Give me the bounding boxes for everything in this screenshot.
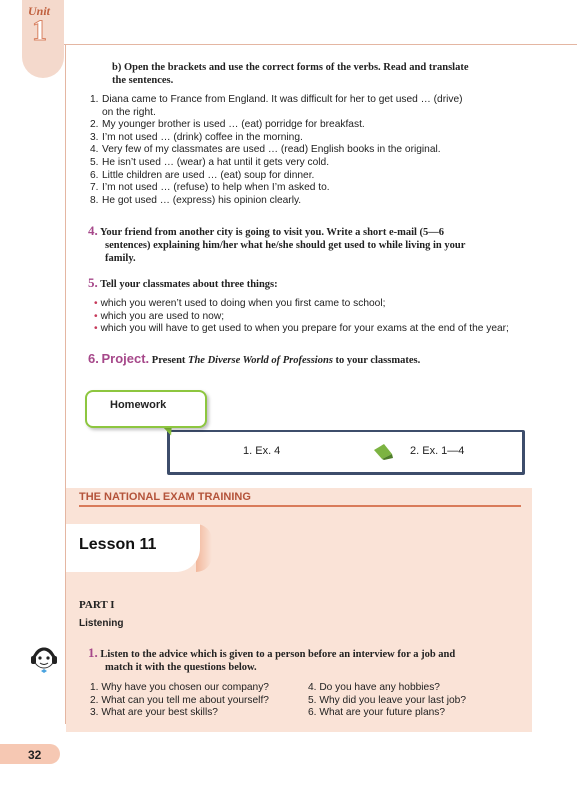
part-heading: PART I	[79, 599, 115, 611]
instruction-line: b) Open the brackets and use the correct forms of the verbs. Read and translate	[112, 62, 469, 73]
exam-section-title: THE NATIONAL EXAM TRAINING	[79, 491, 251, 503]
homework-label: Homework	[110, 399, 167, 411]
instruction-line: the sentences.	[112, 75, 174, 86]
exercise-text: to your classmates.	[335, 355, 421, 366]
question-item: 4. Do you have any hobbies?	[308, 682, 440, 693]
bullet-item: • which you will have to get used to when you prepare for your exams at the end of the year;	[94, 323, 534, 336]
unit-tab	[22, 0, 64, 78]
homework-box	[167, 430, 525, 475]
project-label: Project.	[101, 351, 150, 366]
list-item: 2. My younger brother is used … (eat) porridge for breakfast.	[90, 119, 365, 131]
list-item-continuation: on the right.	[102, 106, 156, 118]
project-title: The Diverse World of Professions	[188, 355, 333, 366]
exercise-number: 6.	[88, 351, 99, 366]
exam-rule	[79, 505, 521, 507]
exercise-4	[88, 224, 528, 265]
list-item: 5. He isn’t used … (wear) a hat until it gets very cold.	[90, 156, 330, 168]
exercise-number: 1.	[88, 645, 98, 660]
exercise-5	[88, 276, 528, 291]
listening-heading: Listening	[79, 618, 124, 629]
list-item: 6. Little children are used … (eat) soup for dinner.	[90, 169, 315, 181]
header-rule	[64, 44, 577, 45]
pencil-icon	[372, 442, 394, 460]
questions-left	[90, 682, 269, 720]
question-item: 5. Why did you leave your last job?	[308, 694, 466, 706]
exercise-text: match it with the questions below.	[105, 662, 257, 673]
exercise-text: Tell your classmates about three things:	[100, 279, 278, 290]
homework-item: 1. Ex. 4	[243, 445, 281, 457]
homework-item: 2. Ex. 1—4	[410, 445, 465, 457]
exercise-number: 5.	[88, 275, 98, 290]
exercise-1	[88, 646, 516, 674]
exercise-b-list	[90, 94, 530, 207]
question-item: 6. What are your future plans?	[308, 707, 446, 719]
list-item: 4. Very few of my classmates are used … (read) English books in the original.	[90, 144, 441, 156]
bullet-item: • which you weren’t used to doing when you first came to school;	[94, 298, 534, 311]
question-item: 2. What can you tell me about yourself?	[90, 694, 269, 706]
exercise-text: Present	[151, 355, 186, 366]
headphones-icon	[29, 643, 59, 677]
bullet-item: • which you are used to now;	[94, 311, 534, 324]
list-item: 7. I’m not used … (refuse) to help when I’m asked to.	[90, 182, 330, 194]
exercise-text: family.	[105, 253, 136, 264]
page-number: 32	[28, 748, 42, 762]
question-item: 3. What are your best skills?	[90, 707, 218, 719]
exercise-text: sentences) explaining him/her what he/she should get used to while living in your	[105, 240, 466, 251]
list-item: 1. Diana came to France from England. It was difficult for her to get used … (drive)	[90, 94, 463, 105]
unit-word: Unit	[28, 4, 51, 18]
exercise-number: 4.	[88, 223, 98, 238]
unit-number: 1	[32, 14, 47, 47]
exercise-text: Listen to the advice which is given to a person before an interview for a job and	[100, 649, 456, 660]
question-item: 1. Why have you chosen our company?	[90, 682, 269, 693]
questions-right	[308, 682, 466, 720]
exercise-6	[88, 352, 538, 367]
exercise-5-bullets	[94, 298, 534, 336]
exercise-text: Your friend from another city is going to visit you. Write a short e-mail (5—6	[100, 227, 445, 238]
list-item: 8. He got used … (express) his opinion clearly.	[90, 194, 302, 206]
list-item: 3. I’m not used … (drink) coffee in the morning.	[90, 131, 303, 143]
lesson-title: Lesson 11	[79, 536, 157, 553]
exercise-b-instruction	[112, 61, 522, 87]
